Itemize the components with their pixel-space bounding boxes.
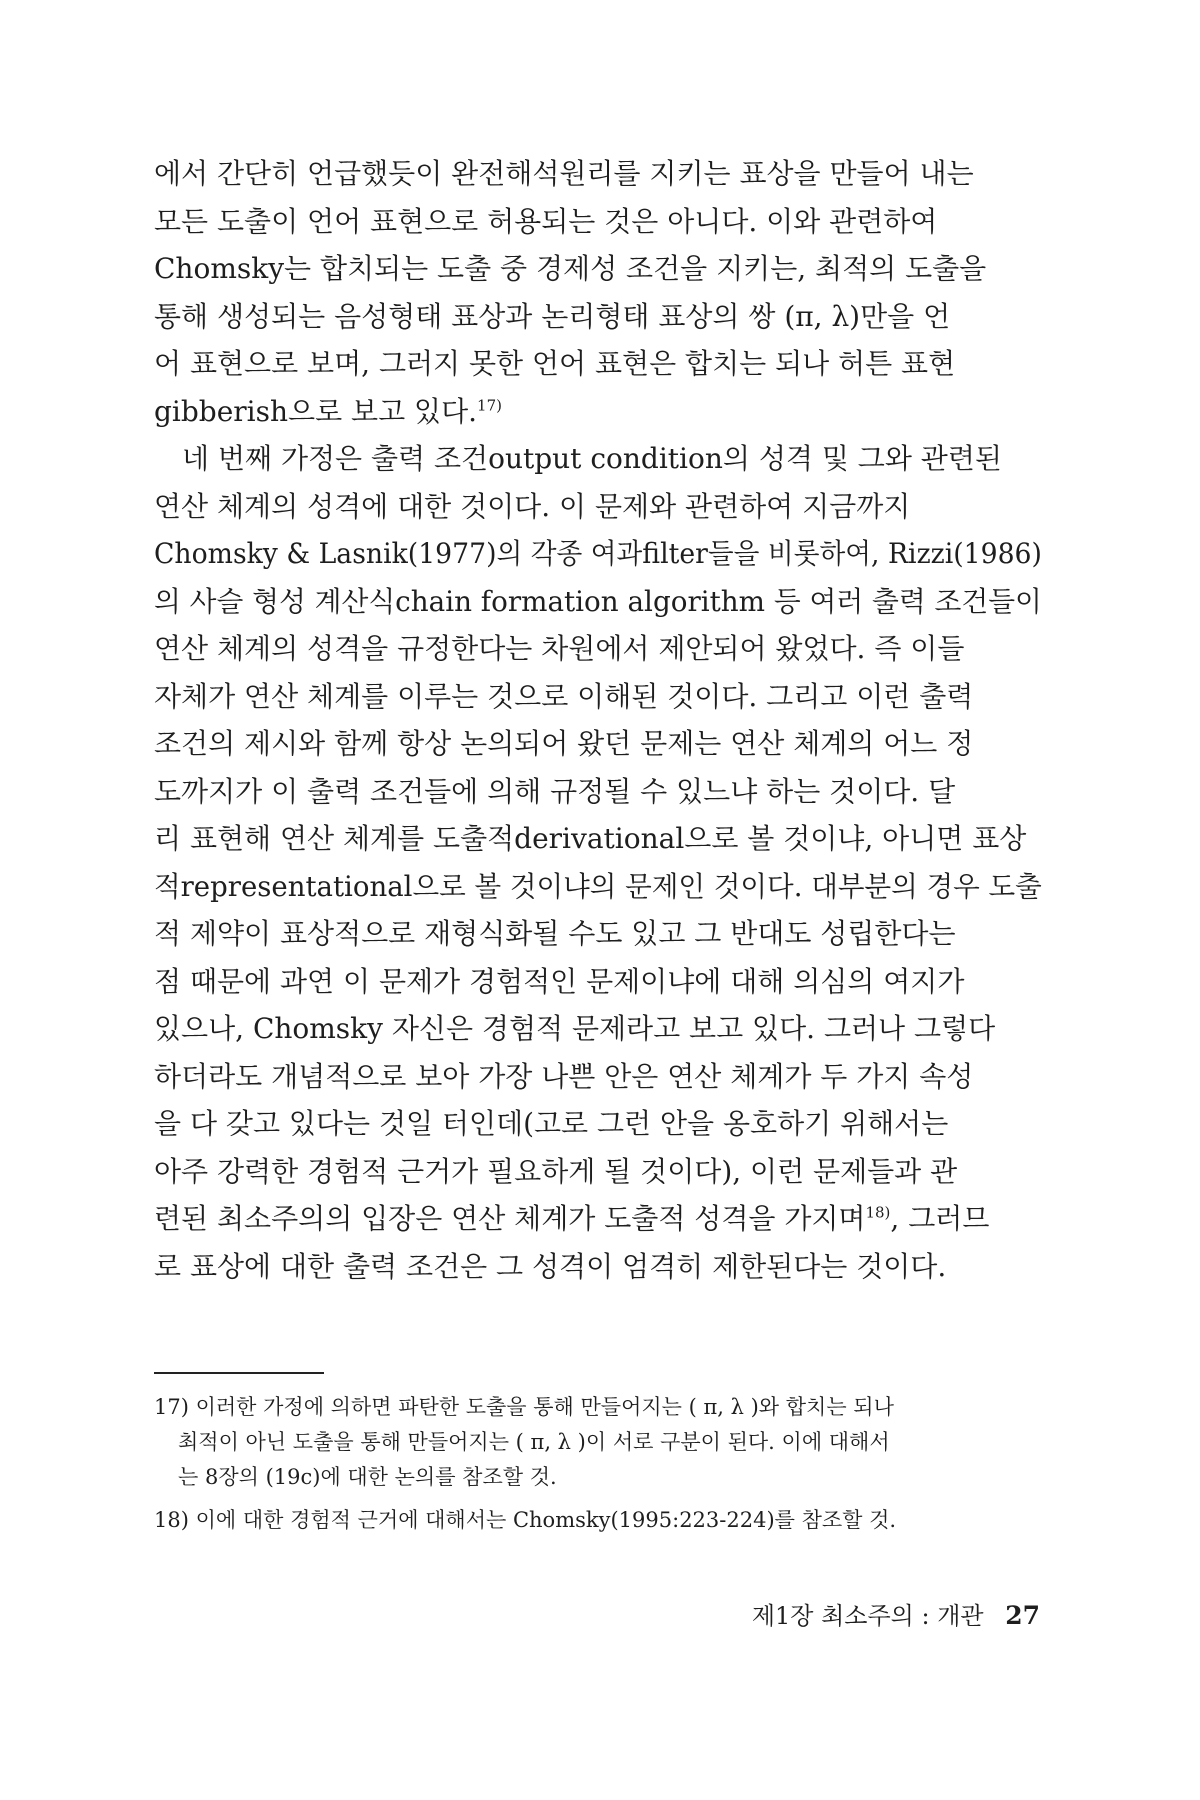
footnote-17-cont: 최적이 아닌 도출을 통해 만들어지는 ( π, λ )이 서로 구분이 된다. 이에 대해서 bbox=[178, 1430, 890, 1454]
text-line: 의 사슬 형성 계산식chain formation algorithm 등 여러 출력 조건들이 bbox=[154, 584, 1042, 618]
text-line: 에서 간단히 언급했듯이 완전해석원리를 지키는 표상을 만들어 내는 bbox=[154, 157, 974, 190]
text-line: 을 다 갖고 있다는 것일 터인데(고로 그런 안을 옹호하기 위해서는 bbox=[154, 1107, 949, 1140]
page-number: 27 bbox=[1005, 1601, 1040, 1630]
text-line: 통해 생성되는 음성형태 표상과 논리형태 표상의 쌍 (π, λ)만을 언 bbox=[154, 299, 951, 333]
footnote-17: 17) 이러한 가정에 의하면 파탄한 도출을 통해 만들어지는 ( π, λ )와 합치는 되나 bbox=[154, 1395, 894, 1419]
text-line: 아주 강력한 경험적 근거가 필요하게 될 것이다), 이런 문제들과 관 bbox=[154, 1154, 958, 1188]
text-line: 있으나, Chomsky 자신은 경험적 문제라고 보고 있다. 그러나 그렇다 bbox=[154, 1012, 996, 1045]
text-line: 적representational으로 볼 것이냐의 문제인 것이다. 대부분의 경우 도출 bbox=[154, 869, 1042, 903]
text-line: 네 번째 가정은 출력 조건output condition의 성격 및 그와 관련된 bbox=[182, 442, 1002, 475]
text-line: Chomsky & Lasnik(1977)의 각종 여과filter들을 비롯하여, Rizzi(1986) bbox=[154, 537, 1042, 570]
text-line: 도까지가 이 출력 조건들에 의해 규정될 수 있느냐 하는 것이다. 달 bbox=[154, 774, 956, 808]
text-segment: gibberish으로 보고 있다. bbox=[154, 394, 478, 428]
text-line: 하더라도 개념적으로 보아 가장 나쁜 안은 연산 체계가 두 가지 속성 bbox=[154, 1059, 974, 1093]
text-line: 자체가 연산 체계를 이루는 것으로 이해된 것이다. 그리고 이런 출력 bbox=[154, 679, 974, 713]
footnote-18: 18) 이에 대한 경험적 근거에 대해서는 Chomsky(1995:223-224)를 참조할 것. bbox=[154, 1508, 897, 1532]
text-line bbox=[154, 1195, 1042, 1243]
text-line: 연산 체계의 성격을 규정한다는 차원에서 제안되어 왔었다. 즉 이들 bbox=[154, 632, 965, 665]
chapter-title: 제1장 최소주의 : 개관 bbox=[751, 1602, 984, 1630]
footnote-divider bbox=[154, 1372, 324, 1374]
text-line: 조건의 제시와 함께 항상 논의되어 왔던 문제는 연산 체계의 어느 정 bbox=[154, 727, 974, 760]
text-segment: 련된 최소주의의 입장은 연산 체계가 도출적 성격을 가지며 bbox=[154, 1202, 866, 1235]
text-line: 모든 도출이 언어 표현으로 허용되는 것은 아니다. 이와 관련하여 bbox=[154, 204, 938, 238]
text-line bbox=[154, 388, 1042, 436]
text-segment: , 그러므 bbox=[890, 1202, 990, 1235]
running-footer bbox=[752, 1596, 1040, 1636]
text-line: 로 표상에 대한 출력 조건은 그 성격이 엄격히 제한된다는 것이다. bbox=[154, 1249, 947, 1283]
text-line: Chomsky는 합치되는 도출 중 경제성 조건을 지키는, 최적의 도출을 bbox=[154, 252, 987, 285]
text-line: 점 때문에 과연 이 문제가 경험적인 문제이냐에 대해 의심의 여지가 bbox=[154, 964, 965, 998]
text-line: 연산 체계의 성격에 대한 것이다. 이 문제와 관련하여 지금까지 bbox=[154, 489, 911, 523]
footnote-ref-17: 17) bbox=[477, 396, 502, 415]
text-line: 어 표현으로 보며, 그러지 못한 언어 표현은 합치는 되나 허튼 표현 bbox=[154, 347, 956, 380]
footnote-ref-18: 18) bbox=[865, 1203, 891, 1222]
footnotes bbox=[154, 1390, 1042, 1538]
footnote-17-cont: 는 8장의 (19c)에 대한 논의를 참조할 것. bbox=[178, 1465, 557, 1489]
body-text bbox=[154, 150, 1042, 1290]
text-line: 리 표현해 연산 체계를 도출적derivational으로 볼 것이냐, 아니면 표상 bbox=[154, 822, 1027, 855]
text-line: 적 제약이 표상적으로 재형식화될 수도 있고 그 반대도 성립한다는 bbox=[154, 917, 956, 950]
